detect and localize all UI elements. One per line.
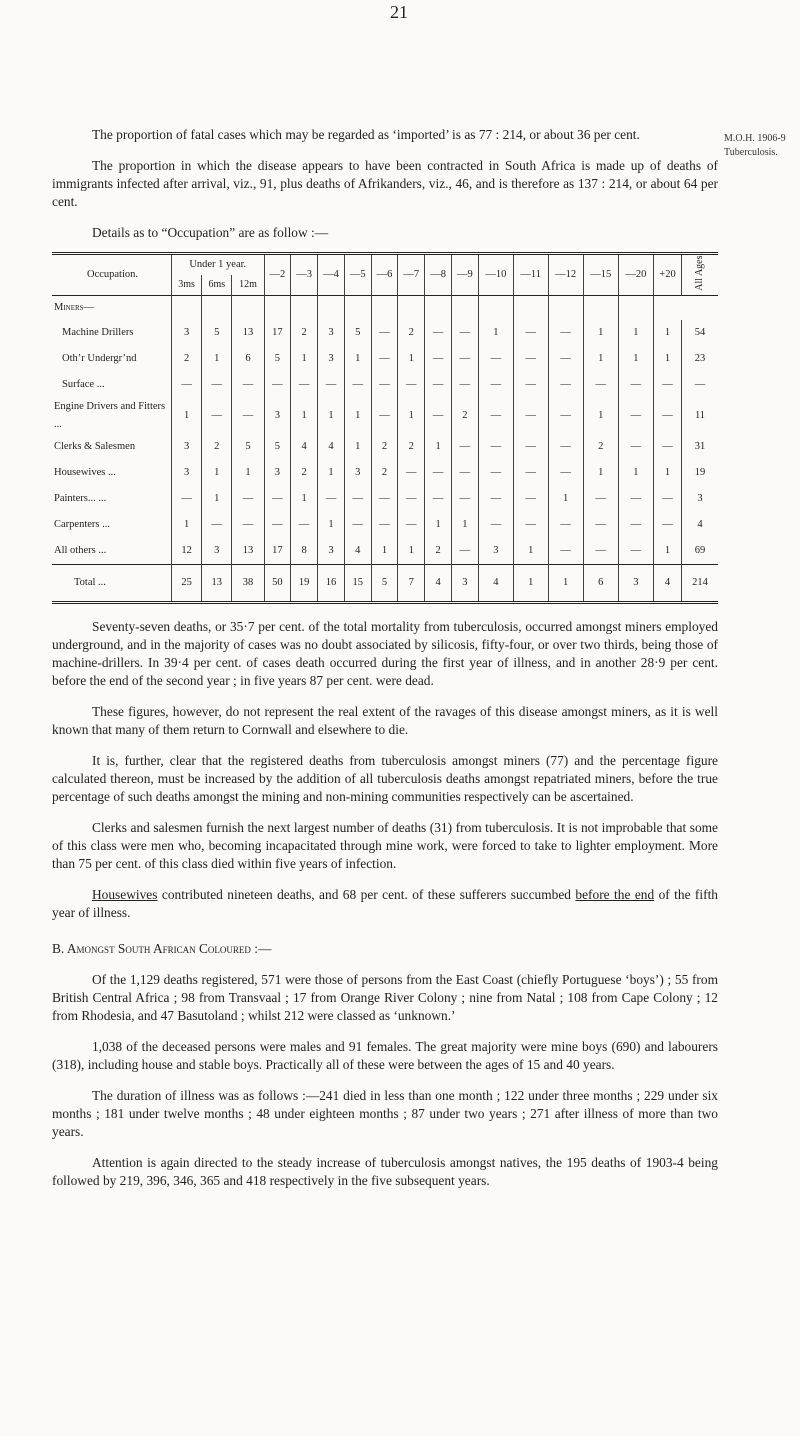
table-cell: — xyxy=(398,372,425,398)
table-cell: — xyxy=(548,538,583,565)
table-cell: — xyxy=(548,372,583,398)
row-label: Carpenters ... xyxy=(54,519,110,530)
table-cell: — xyxy=(232,398,264,434)
table-cell: — xyxy=(618,486,653,512)
table-cell: — xyxy=(172,486,202,512)
table-cell: — xyxy=(398,512,425,538)
total-cell: 1 xyxy=(513,565,548,603)
table-cell: 2 xyxy=(202,434,232,460)
age-header: +20 xyxy=(654,254,682,296)
table-cell: 1 xyxy=(425,434,452,460)
table-cell: 1 xyxy=(318,460,345,486)
section-b-heading: B. Amongst South African Coloured :— xyxy=(52,941,272,956)
total-cell: 19 xyxy=(291,565,318,603)
table-row xyxy=(52,398,718,434)
table-cell: 1 xyxy=(202,486,232,512)
table-cell: — xyxy=(371,372,398,398)
page-number: 21 xyxy=(390,2,408,22)
table-cell: — xyxy=(618,538,653,565)
age-header: —7 xyxy=(398,254,425,296)
age-header: —8 xyxy=(425,254,452,296)
table-cell: — xyxy=(618,434,653,460)
table-cell: 31 xyxy=(682,434,719,460)
table-cell: — xyxy=(291,372,318,398)
table-cell: — xyxy=(682,372,719,398)
table-cell: — xyxy=(513,460,548,486)
total-cell: 3 xyxy=(618,565,653,603)
sub-header-3ms: 3ms xyxy=(172,275,202,296)
table-cell: 1 xyxy=(548,486,583,512)
table-cell: — xyxy=(654,512,682,538)
row-label: Housewives ... xyxy=(54,467,116,478)
total-cell: 38 xyxy=(232,565,264,603)
table-cell: 3 xyxy=(172,320,202,346)
table-cell: 2 xyxy=(291,460,318,486)
total-cell: 5 xyxy=(371,565,398,603)
paragraph-figures: These figures, however, do not represent the real extent of the ravages of this disease amongst miners, as it is well known that many of them return to Cornwall and elsewhere to die. xyxy=(52,704,718,737)
table-cell: 1 xyxy=(291,398,318,434)
total-label: Total ... xyxy=(52,565,172,603)
total-cell: 3 xyxy=(451,565,478,603)
age-header: —6 xyxy=(371,254,398,296)
age-header: —5 xyxy=(344,254,371,296)
table-cell: 2 xyxy=(398,434,425,460)
table-cell: 1 xyxy=(344,434,371,460)
table-cell: — xyxy=(232,372,264,398)
table-cell: 1 xyxy=(583,460,618,486)
row-label: Oth’r Undergr’nd xyxy=(62,353,137,364)
table-cell: — xyxy=(264,486,291,512)
table-cell: — xyxy=(618,372,653,398)
occupation-header: Occupation. xyxy=(52,254,172,296)
table-cell: — xyxy=(318,486,345,512)
total-cell: 7 xyxy=(398,565,425,603)
table-cell: 1 xyxy=(172,512,202,538)
table-cell: 3 xyxy=(264,398,291,434)
table-row xyxy=(52,372,718,398)
table-cell: 1 xyxy=(291,346,318,372)
total-cell: 4 xyxy=(654,565,682,603)
age-header: —20 xyxy=(618,254,653,296)
age-header: —10 xyxy=(478,254,513,296)
table-cell: — xyxy=(451,460,478,486)
under-year-header: Under 1 year. xyxy=(172,254,265,276)
table-cell: — xyxy=(425,460,452,486)
margin-note-topic: Tuberculosis. xyxy=(724,147,778,158)
table-cell: — xyxy=(451,372,478,398)
occupation-table xyxy=(52,252,718,604)
table-cell: 2 xyxy=(172,346,202,372)
table-cell: — xyxy=(291,512,318,538)
table-row xyxy=(52,320,718,346)
table-cell: — xyxy=(425,346,452,372)
table-cell: — xyxy=(344,372,371,398)
row-label: Clerks & Salesmen xyxy=(54,441,136,452)
total-cell: 13 xyxy=(202,565,232,603)
total-cell: 16 xyxy=(318,565,345,603)
table-cell: 1 xyxy=(618,346,653,372)
table-cell: 17 xyxy=(264,538,291,565)
table-cell: — xyxy=(451,434,478,460)
table-cell: — xyxy=(478,486,513,512)
table-cell: — xyxy=(451,486,478,512)
paragraph-imported-proportion: The proportion of fatal cases which may be regarded as ‘imported’ is as 77 : 214, or about 36 per cent. xyxy=(92,127,640,142)
paragraph-miners-deaths: Seventy-seven deaths, or 35·7 per cent. of the total mortality from tuberculosis, occurred amongst miners employed underground, and in the majority of cases was no doubt associated by silicosis, fifty-four, or over two thirds, being those of machine-drillers. In 39·4 per cent. of cases death occurred during the first year of illness, and in another 28·9 per cent. before the end of the second year ; in five years 87 per cent. were dead. xyxy=(52,619,718,688)
table-cell: 5 xyxy=(202,320,232,346)
table-cell: 3 xyxy=(682,486,719,512)
table-cell: 17 xyxy=(264,320,291,346)
table-cell: 4 xyxy=(318,434,345,460)
table-cell: — xyxy=(451,538,478,565)
table-cell: 5 xyxy=(264,346,291,372)
table-cell: — xyxy=(548,434,583,460)
total-row xyxy=(52,565,718,603)
table-cell: — xyxy=(618,512,653,538)
row-label: All others ... xyxy=(54,545,107,556)
table-cell: 3 xyxy=(264,460,291,486)
total-cell: 6 xyxy=(583,565,618,603)
table-cell: 3 xyxy=(318,320,345,346)
table-cell: 3 xyxy=(478,538,513,565)
sub-header-6ms: 6ms xyxy=(202,275,232,296)
table-row xyxy=(52,512,718,538)
table-cell: — xyxy=(371,320,398,346)
table-cell: — xyxy=(344,512,371,538)
table-cell: — xyxy=(425,320,452,346)
table-cell: 4 xyxy=(344,538,371,565)
table-cell: — xyxy=(478,372,513,398)
table-cell: — xyxy=(451,320,478,346)
sub-header-12m: 12m xyxy=(232,275,264,296)
table-row xyxy=(52,486,718,512)
table-cell: — xyxy=(425,372,452,398)
table-cell: — xyxy=(654,434,682,460)
table-cell: 3 xyxy=(172,434,202,460)
table-cell: 1 xyxy=(344,346,371,372)
margin-note-ref: M.O.H. 1906-9 xyxy=(724,133,786,144)
table-cell: — xyxy=(202,512,232,538)
table-row xyxy=(52,538,718,565)
table-cell: 1 xyxy=(451,512,478,538)
table-cell: 5 xyxy=(232,434,264,460)
table-cell: — xyxy=(618,398,653,434)
table-cell: 3 xyxy=(202,538,232,565)
table-cell: — xyxy=(513,512,548,538)
table-cell: — xyxy=(654,486,682,512)
table-row xyxy=(52,460,718,486)
table-cell: — xyxy=(478,512,513,538)
table-cell: 1 xyxy=(583,346,618,372)
table-cell: 1 xyxy=(583,398,618,434)
table-cell: 8 xyxy=(291,538,318,565)
row-label: Surface ... xyxy=(62,379,105,390)
age-header: —2 xyxy=(264,254,291,296)
table-cell: 1 xyxy=(398,346,425,372)
table-cell: 1 xyxy=(202,346,232,372)
table-cell: — xyxy=(398,460,425,486)
table-cell: 2 xyxy=(398,320,425,346)
table-cell: 1 xyxy=(202,460,232,486)
table-cell: — xyxy=(478,346,513,372)
table-cell: 3 xyxy=(318,346,345,372)
document-body xyxy=(52,126,718,1190)
paragraph-clerks: Clerks and salesmen furnish the next largest number of deaths (31) from tuberculosis. It is not improbable that some of this class were men who, becoming incapacitated through mine work, were forced to take to lighter employment. More than 75 per cent. of this class died within five years of infection. xyxy=(52,820,718,871)
table-cell: 1 xyxy=(425,512,452,538)
table-cell: 11 xyxy=(682,398,719,434)
table-cell: — xyxy=(371,486,398,512)
age-header: —15 xyxy=(583,254,618,296)
row-label: Machine Drillers xyxy=(62,327,134,338)
table-cell: 2 xyxy=(371,460,398,486)
all-ages-label: All Ages. xyxy=(694,252,705,291)
table-cell: — xyxy=(232,512,264,538)
table-cell: — xyxy=(425,486,452,512)
total-cell: 50 xyxy=(264,565,291,603)
table-cell: 1 xyxy=(172,398,202,434)
table-cell: 23 xyxy=(682,346,719,372)
table-cell: — xyxy=(478,460,513,486)
table-cell: — xyxy=(398,486,425,512)
total-cell: 25 xyxy=(172,565,202,603)
table-cell: — xyxy=(583,512,618,538)
total-cell: 15 xyxy=(344,565,371,603)
total-cell: 1 xyxy=(548,565,583,603)
table-cell: — xyxy=(371,512,398,538)
row-label: Painters... ... xyxy=(54,493,107,504)
table-cell: — xyxy=(318,372,345,398)
age-header: —12 xyxy=(548,254,583,296)
paragraph-duration: The duration of illness was as follows :—241 died in less than one month ; 122 under three months ; 229 under six months ; 181 under twelve months ; 48 under eighteen months ; 87 under two years ; 271 after illness of more than two years. xyxy=(52,1088,718,1139)
table-cell: 2 xyxy=(291,320,318,346)
table-cell: — xyxy=(548,460,583,486)
table-cell: 1 xyxy=(654,320,682,346)
paragraph-registered-deaths: It is, further, clear that the registered deaths from tuberculosis amongst miners (77) and the percentage figure calculated thereon, must be increased by the addition of all tuberculosis deaths amongst repatriated miners, before the true percentage of such deaths amongst the mining and non-mining communities respectively can be ascertained. xyxy=(52,753,718,804)
margin-note xyxy=(724,132,800,160)
table-cell: 2 xyxy=(583,434,618,460)
table-cell: — xyxy=(264,512,291,538)
table-cell: 2 xyxy=(425,538,452,565)
table-cell: — xyxy=(654,372,682,398)
table-cell: — xyxy=(583,372,618,398)
age-header: —9 xyxy=(451,254,478,296)
table-cell: 1 xyxy=(654,346,682,372)
table-cell: 1 xyxy=(344,398,371,434)
table-cell: — xyxy=(513,320,548,346)
table-cell: 1 xyxy=(618,460,653,486)
table-cell: — xyxy=(583,486,618,512)
table-cell: — xyxy=(548,512,583,538)
table-cell: — xyxy=(548,320,583,346)
table-cell: — xyxy=(654,398,682,434)
table-cell: — xyxy=(513,486,548,512)
table-cell: 12 xyxy=(172,538,202,565)
table-cell: — xyxy=(344,486,371,512)
total-cell: 214 xyxy=(682,565,719,603)
table-cell: 3 xyxy=(344,460,371,486)
table-cell: 13 xyxy=(232,320,264,346)
table-cell: 3 xyxy=(318,538,345,565)
table-cell: 1 xyxy=(318,512,345,538)
table-row xyxy=(52,346,718,372)
table-row xyxy=(52,434,718,460)
table-cell: — xyxy=(425,398,452,434)
paragraph-attention: Attention is again directed to the steady increase of tuberculosis amongst natives, the 195 deaths of 1903-4 being followed by 219, 396, 346, 365 and 418 respectively in the five subsequent years. xyxy=(52,1155,718,1188)
table-cell: 1 xyxy=(654,538,682,565)
table-cell: 69 xyxy=(682,538,719,565)
table-cell: 19 xyxy=(682,460,719,486)
table-cell: 1 xyxy=(318,398,345,434)
table-cell: 5 xyxy=(264,434,291,460)
table-cell: — xyxy=(513,372,548,398)
table-cell: — xyxy=(548,398,583,434)
table-cell: 3 xyxy=(172,460,202,486)
table-cell: — xyxy=(232,486,264,512)
table-cell: 1 xyxy=(583,320,618,346)
table-cell: 2 xyxy=(451,398,478,434)
total-cell: 4 xyxy=(478,565,513,603)
table-cell: 1 xyxy=(371,538,398,565)
table-cell: — xyxy=(583,538,618,565)
table-cell: 13 xyxy=(232,538,264,565)
paragraph-occupation-intro: Details as to “Occupation” are as follow :— xyxy=(92,225,329,240)
table-cell: — xyxy=(478,434,513,460)
table-cell: 1 xyxy=(478,320,513,346)
table-cell: 2 xyxy=(371,434,398,460)
row-label: Engine Drivers and Fitters ... xyxy=(54,401,166,430)
table-cell: 1 xyxy=(398,398,425,434)
table-cell: 1 xyxy=(398,538,425,565)
table-cell: — xyxy=(548,346,583,372)
age-header: —3 xyxy=(291,254,318,296)
table-cell: 1 xyxy=(232,460,264,486)
age-header: —4 xyxy=(318,254,345,296)
table-cell: — xyxy=(371,398,398,434)
table-cell: — xyxy=(478,398,513,434)
table-cell: 1 xyxy=(513,538,548,565)
table-cell: — xyxy=(202,398,232,434)
age-header: —11 xyxy=(513,254,548,296)
paragraph-males-females: 1,038 of the deceased persons were males and 91 females. The great majority were mine boys (690) and labourers (318), including house and stable boys. Practically all of these were between the ages of 15 and 40 years. xyxy=(52,1039,718,1072)
table-cell: — xyxy=(202,372,232,398)
table-cell: 1 xyxy=(618,320,653,346)
table-cell: — xyxy=(264,372,291,398)
paragraph-deaths-registered: Of the 1,129 deaths registered, 571 were those of persons from the East Coast (chiefly Portuguese ‘boys’) ; 55 from British Central Africa ; 98 from Transvaal ; 17 from Orange River Colony ; nine from Natal ; 108 from Cape Colony ; 12 from Rhodesia, and 47 Basutoland ; whilst 212 were classed as ‘unknown.’ xyxy=(52,972,718,1023)
table-cell: 1 xyxy=(654,460,682,486)
section-label-miners: Miners— xyxy=(54,302,95,313)
table-cell: 6 xyxy=(232,346,264,372)
table-cell: — xyxy=(513,434,548,460)
table-cell: 5 xyxy=(344,320,371,346)
paragraph-housewives: Housewives contributed nineteen deaths, and 68 per cent. of these sufferers succumbed before the end of the fifth year of illness. xyxy=(52,887,718,920)
total-cell: 4 xyxy=(425,565,452,603)
table-cell: — xyxy=(371,346,398,372)
table-cell: 4 xyxy=(291,434,318,460)
table-cell: 1 xyxy=(291,486,318,512)
table-cell: — xyxy=(513,346,548,372)
table-cell: — xyxy=(513,398,548,434)
paragraph-south-africa-proportion: The proportion in which the disease appears to have been contracted in South Africa is made up of deaths of immigrants infected after arrival, viz., 91, plus deaths of Afrikanders, viz., 46, and is therefore as 137 : 214, or about 64 per cent. xyxy=(52,158,718,209)
table-cell: — xyxy=(172,372,202,398)
table-cell: 4 xyxy=(682,512,719,538)
table-cell: 54 xyxy=(682,320,719,346)
table-cell: — xyxy=(451,346,478,372)
all-ages-header xyxy=(682,254,719,296)
